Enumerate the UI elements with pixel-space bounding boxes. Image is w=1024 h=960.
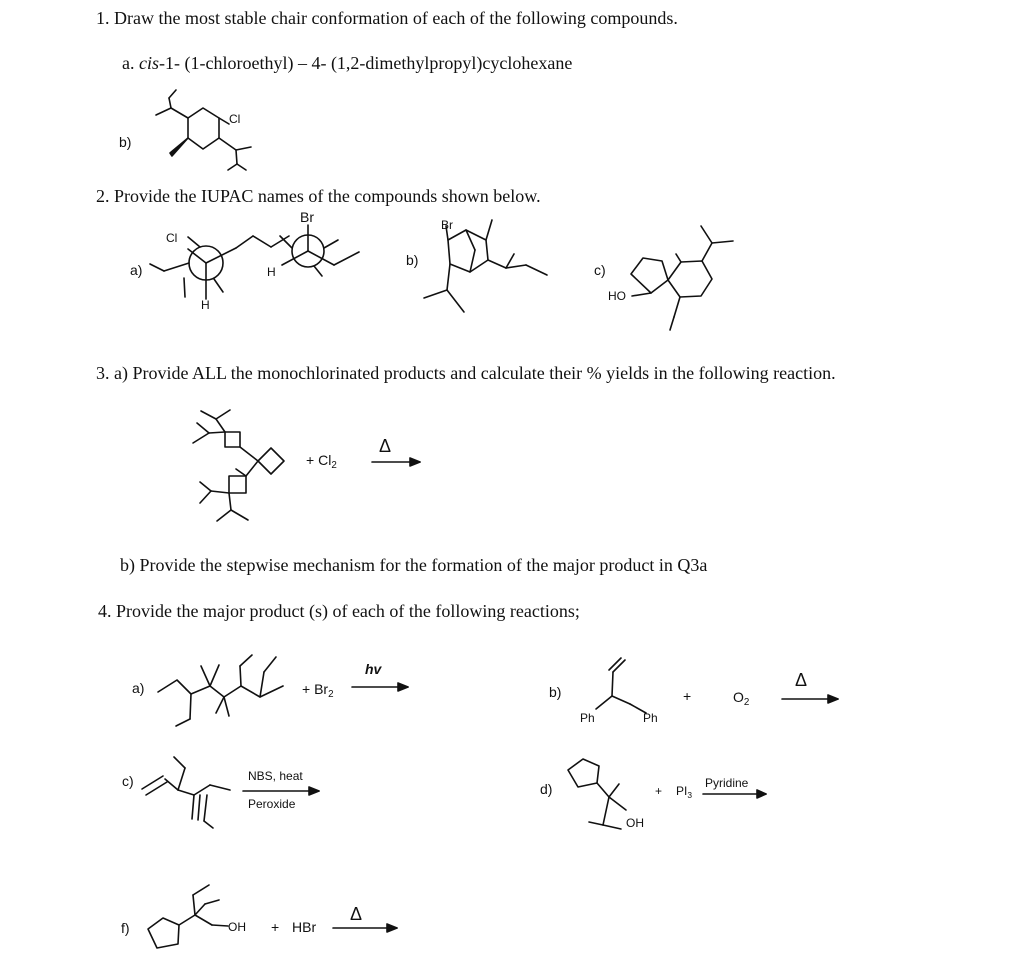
q4-f-alcohol-structure — [148, 885, 228, 948]
q1-a-prefix: a. — [122, 53, 139, 73]
q4-a-br2-subscript: 2 — [328, 689, 334, 700]
q4-c-diene-structure — [142, 757, 230, 828]
q2-c-spiro-structure — [631, 226, 733, 330]
q4-a-plus: + — [302, 681, 311, 697]
q2-c-ho-group: HO — [608, 289, 626, 303]
q2-a-h-front: H — [201, 298, 210, 312]
q4-f-reaction-arrow — [333, 924, 397, 932]
q3-b-text: b) Provide the stepwise mechanism for the formation of the major product in Q3a — [120, 555, 708, 575]
q4-a-condition: hv — [365, 661, 382, 677]
q4-f-plus: + — [271, 919, 280, 935]
q1-b-cl-atom: Cl — [229, 112, 241, 126]
q4-d-plus: + — [655, 784, 663, 798]
q2-title: 2. Provide the IUPAC names of the compounds shown below. — [96, 186, 541, 206]
q4-b-alkene-structure — [596, 658, 646, 713]
q4-c-cond-bottom: Peroxide — [248, 797, 296, 811]
q4-c-cond-top: NBS, heat — [248, 769, 303, 783]
q1-title: 1. Draw the most stable chair conformation of each of the following compounds. — [96, 8, 678, 28]
q4-b-label: b) — [549, 684, 562, 700]
q4-a-reaction-arrow — [352, 683, 408, 691]
q4-f-label: f) — [121, 920, 130, 936]
q4-c-label: c) — [122, 773, 134, 789]
q4-c-reaction-arrow — [243, 787, 319, 795]
q4-d-condition: Pyridine — [705, 776, 749, 790]
q4-b-o2: O — [733, 689, 744, 705]
q4-f-hbr: HBr — [292, 919, 317, 935]
q4-f-delta: Δ — [350, 904, 363, 924]
q1-a-italic: cis — [139, 53, 159, 73]
q4-f-oh-group: OH — [228, 920, 246, 934]
q4-a-br2: Br — [314, 681, 329, 697]
q2-a-br-atom: Br — [300, 209, 314, 225]
q2-a-cl-atom: Cl — [166, 231, 178, 245]
q4-b-delta: Δ — [795, 670, 808, 690]
q4-d-reaction-arrow — [703, 790, 766, 798]
q3-plus: + — [306, 452, 315, 468]
q4-b-o2-subscript: 2 — [743, 697, 750, 708]
q3-delta: Δ — [379, 436, 392, 456]
q3-a-spiro-structure — [193, 410, 284, 521]
q2-a-label: a) — [130, 262, 143, 278]
q4-b-reaction-arrow — [782, 695, 838, 703]
q2-b-br-atom: Br — [441, 218, 453, 232]
q2-a-h-back: H — [267, 265, 276, 279]
q4-title: 4. Provide the major product (s) of each of the following reactions; — [98, 601, 580, 621]
q4-b-plus: + — [683, 688, 692, 704]
q4-b-ph-right: Ph — [643, 711, 658, 725]
q4-d-pi3: PI — [676, 784, 688, 798]
q4-b-ph-left: Ph — [580, 711, 595, 725]
q3-title: 3. a) Provide ALL the monochlorinated products and calculate their % yields in the following reaction. — [96, 363, 836, 383]
q4-a-alkane-structure — [158, 655, 283, 726]
q4-d-oh-group: OH — [626, 816, 644, 830]
q4-d-label: d) — [540, 781, 553, 797]
q1-a-rest: -1- (1-chloroethyl) – 4- (1,2-dimethylpropyl)cyclohexane — [159, 53, 573, 73]
q2-a-newman-structure — [150, 225, 359, 299]
q4-a-label: a) — [132, 680, 145, 696]
q2-b-bicyclic-structure — [424, 220, 547, 312]
q2-b-label: b) — [406, 252, 419, 268]
q2-c-label: c) — [594, 262, 606, 278]
q1-b-label: b) — [119, 134, 132, 150]
q4-d-alcohol-structure — [568, 759, 626, 829]
q3-reaction-arrow — [372, 458, 420, 466]
q3-cl2: Cl — [318, 452, 332, 468]
q3-cl2-subscript: 2 — [331, 460, 337, 471]
q4-d-pi3-subscript: 3 — [687, 790, 693, 800]
q1-b-cyclohexane-structure — [156, 90, 251, 170]
